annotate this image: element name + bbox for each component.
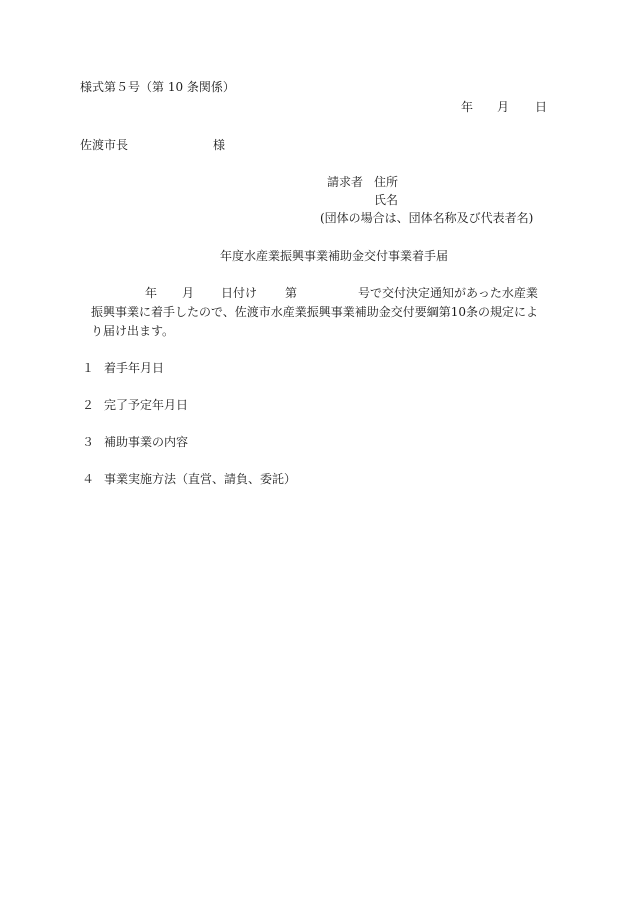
name-label: 氏名	[374, 193, 399, 207]
body-dated-label: 日付け	[221, 286, 258, 300]
body-line2: 振興事業に着手したので、佐渡市水産業振興事業補助金交付要綱第10条の規定によ	[91, 305, 539, 319]
item-number: ２	[82, 398, 95, 412]
body-line3: り届け出ます。	[91, 324, 175, 338]
item-project-content: 補助事業の内容	[104, 435, 189, 449]
item-completion-date: 完了予定年月日	[104, 398, 189, 412]
item-number: １	[82, 361, 95, 375]
group-representative-note: (団体の場合は、団体名称及び代表者名)	[320, 211, 534, 225]
item-implementation-method: 事業実施方法（直営、請負、委託）	[104, 472, 297, 486]
date-month-label: 月	[497, 100, 510, 114]
document-title: 年度水産業振興事業補助金交付事業着手届	[220, 249, 449, 263]
item-number: ３	[82, 435, 95, 449]
applicant-label: 請求者	[327, 175, 364, 189]
addressee-name: 佐渡市長	[80, 138, 129, 152]
item-start-date: 着手年月日	[104, 361, 165, 375]
body-line1-rest: 号で交付決定通知があった水産業	[358, 286, 538, 300]
body-year-label: 年	[145, 286, 158, 300]
date-day-label: 日	[535, 100, 548, 114]
body-number-prefix: 第	[285, 286, 298, 300]
form-number: 様式第５号（第 10 条関係）	[80, 80, 235, 94]
address-label: 住所	[374, 175, 399, 189]
body-month-label: 月	[182, 286, 195, 300]
addressee-suffix: 様	[213, 138, 226, 152]
item-number: ４	[82, 472, 95, 486]
date-year-label: 年	[461, 100, 474, 114]
